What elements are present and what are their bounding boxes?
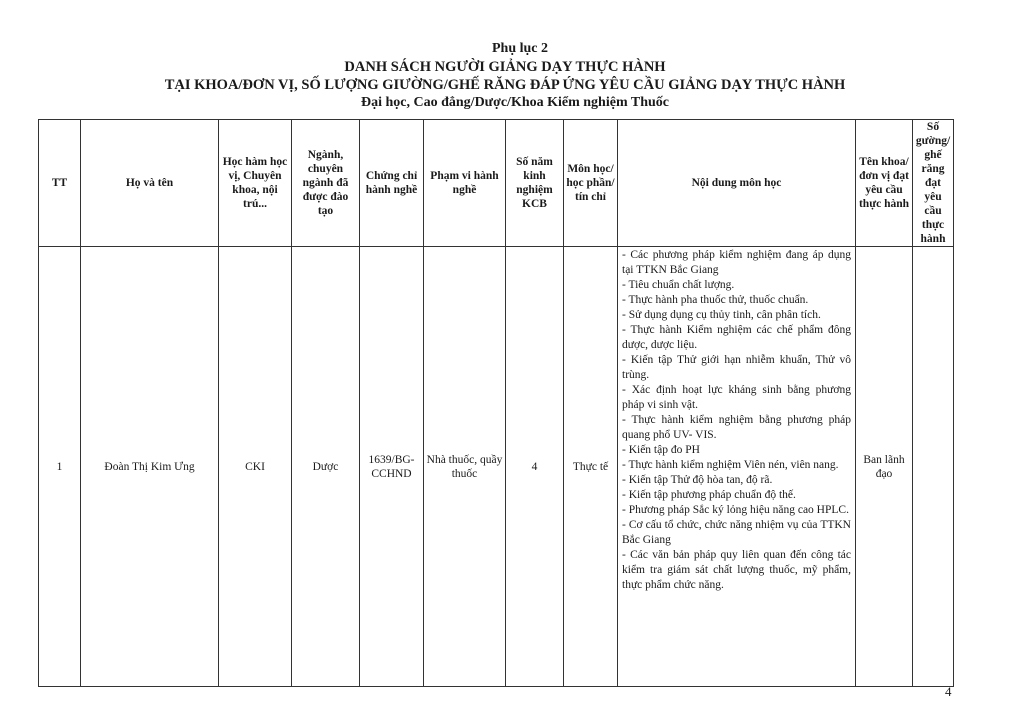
content-item: - Kiến tập đo PH [622,444,700,456]
content-item: - Các phương pháp kiểm nghiệm đang áp dụng tại TTKN Bắc Giang [622,249,851,276]
content-item: - Thực hành pha thuốc thử, thuốc chuẩn. [622,294,809,306]
table-row [39,247,954,687]
col-header-years: Số năm kinh nghiệm KCB [506,120,564,247]
content-item: - Phương pháp Sắc ký lỏng hiệu năng cao HPLC. [622,504,849,516]
col-header-content: Nội dung môn học [618,120,856,247]
cell-major: Dược [292,247,360,687]
col-header-certificate: Chứng chỉ hành nghề [360,120,424,247]
appendix-title: Phụ lục 2 [491,41,548,56]
list-title: DANH SÁCH NGƯỜI GIẢNG DẠY THỰC HÀNH [344,59,666,75]
content-item: - Sử dụng dụng cụ thủy tinh, cân phân tích. [622,309,821,321]
faculty-title: Đại học, Cao đẳng/Dược/Khoa Kiểm nghiệm Thuốc [361,95,669,110]
col-header-major: Ngành, chuyên ngành đã được đào tạo [292,120,360,247]
cell-content [618,247,856,687]
cell-tt: 1 [39,247,81,687]
content-item: - Tiêu chuẩn chất lượng. [622,279,735,291]
content-item: - Thực hành kiểm nghiệm bằng phương pháp quang phổ UV- VIS. [622,414,851,441]
content-item: - Thực hành kiểm nghiệm Viên nén, viên nang. [622,459,839,471]
content-item: - Xác định hoạt lực kháng sinh bằng phương pháp vi sinh vật. [622,384,851,411]
content-item: - Cơ cấu tổ chức, chức năng nhiệm vụ của TTKN Bắc Giang [622,519,851,546]
col-header-subject: Môn học/ học phần/ tín chỉ [564,120,618,247]
col-header-degree: Học hàm học vị, Chuyên khoa, nội trú... [219,120,292,247]
content-item: - Các văn bản pháp quy liên quan đến công tác kiểm tra giám sát chất lượng thuốc, mỹ phẩm, thực phẩm chức năng. [622,549,851,591]
cell-years: 4 [506,247,564,687]
table-header-row [39,120,954,247]
cell-unit: Ban lãnh đạo [856,247,913,687]
content-item: - Kiến tập Thử giới hạn nhiễm khuẩn, Thử vô trùng. [622,354,851,381]
col-header-name: Họ và tên [81,120,219,247]
col-header-scope: Phạm vi hành nghề [424,120,506,247]
document-header [0,40,1010,112]
cell-degree: CKI [219,247,292,687]
cell-certificate: 1639/BG-CCHND [360,247,424,687]
list-subtitle: TẠI KHOA/ĐƠN VỊ, SỐ LƯỢNG GIƯỜNG/GHẾ RĂNG ĐÁP ỨNG YÊU CẦU GIẢNG DẠY THỰC HÀNH [164,77,846,93]
col-header-tt: TT [39,120,81,247]
content-item: - Kiến tập phương pháp chuẩn độ thế. [622,489,796,501]
cell-chairs [913,247,954,687]
content-item: - Thực hành Kiểm nghiệm các chế phẩm đông dược, dược liệu. [622,324,851,351]
cell-subject: Thực tế [564,247,618,687]
col-header-chairs: Số gường/ ghế răng đạt yêu cầu thực hành [913,120,954,247]
content-item: - Kiến tập Thử độ hòa tan, độ rã. [622,474,773,486]
instructor-table [38,119,954,687]
col-header-unit: Tên khoa/ đơn vị đạt yêu cầu thực hành [856,120,913,247]
cell-name: Đoàn Thị Kim Ưng [81,247,219,687]
page-number: 4 [945,684,952,699]
cell-scope: Nhà thuốc, quầy thuốc [424,247,506,687]
